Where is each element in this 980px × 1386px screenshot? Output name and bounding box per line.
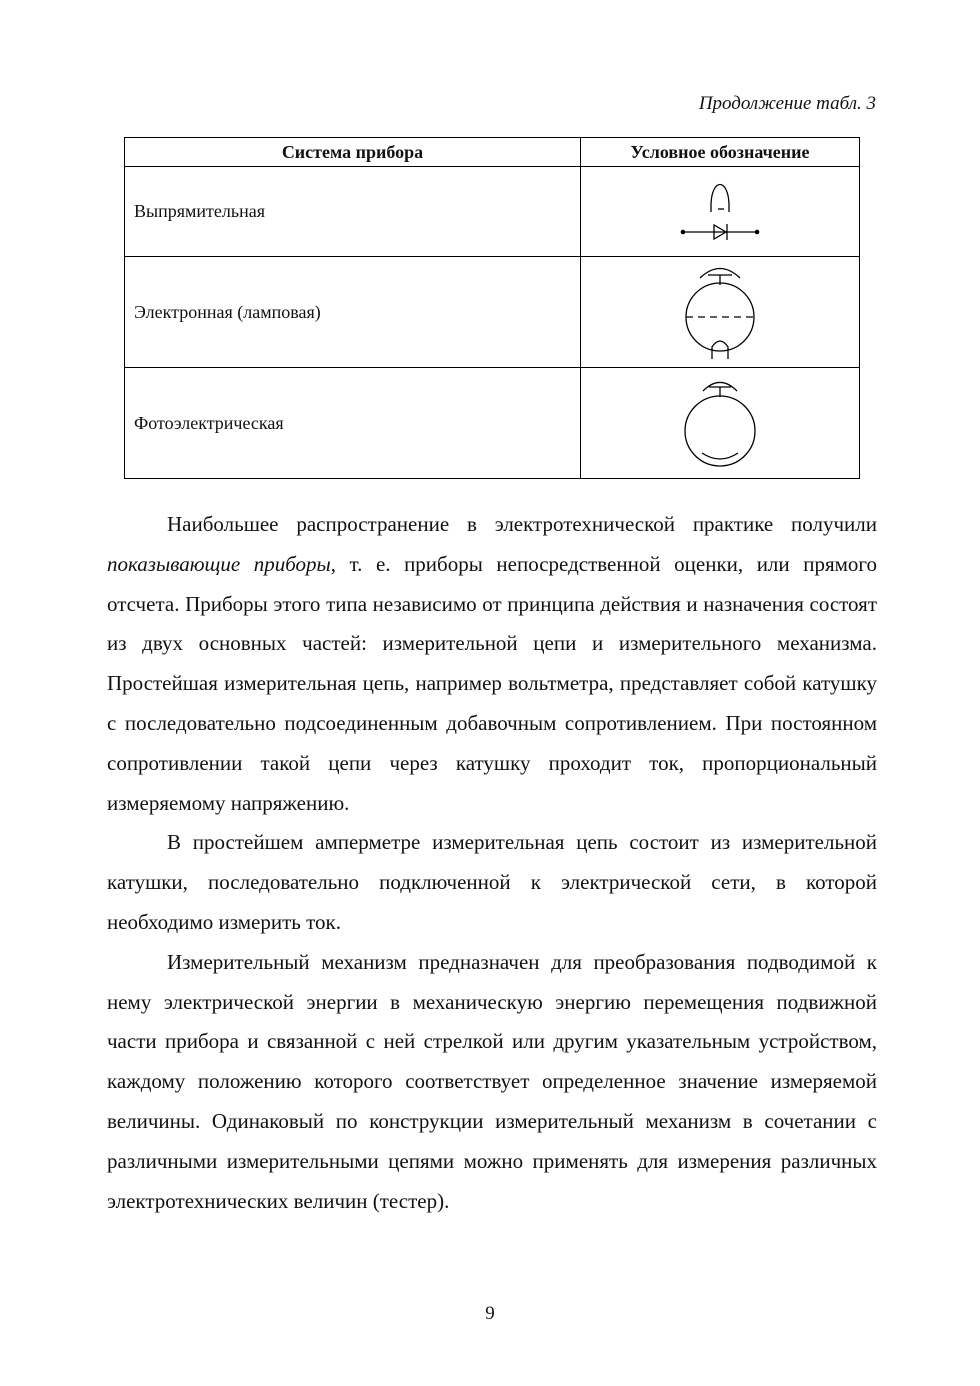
- instrument-systems-table: [124, 137, 860, 479]
- paragraph-text: Наибольшее распространение в электротехнической практике получили: [167, 512, 877, 536]
- paragraph-text: , т. е. приборы непосредственной оценки, или прямого отсчета. Приборы этого типа независимо от принципа действия и назначения состоят из двух основных частей: измерительной цепи и измерительного механизма. Простейшая измерительная цепь, например вольтметра, представляет собой катушку с последовательно подсоединенным добавочным сопротивлением. При постоянном сопротивлении такой цепи через катушку проходит ток, пропорциональный измеряемому напряжению.: [107, 551, 877, 815]
- vacuum-tube-symbol-icon: [675, 261, 765, 363]
- table-continuation-label: Продолжение табл. 3: [698, 93, 876, 114]
- body-text: [107, 505, 877, 1221]
- symbol-cell: [581, 257, 860, 368]
- table-row: [125, 167, 860, 257]
- column-header-system: Система прибора: [125, 138, 581, 167]
- paragraph: В простейшем амперметре измерительная цепь состоит из измерительной катушки, последовательно подключенной к электрической сети, в которой необходимо измерить ток.: [107, 830, 877, 934]
- column-header-symbol: Условное обозначение: [581, 138, 860, 167]
- page-number: 9: [485, 1303, 495, 1324]
- system-name-cell: Выпрямительная: [125, 167, 581, 257]
- table-row: [125, 368, 860, 479]
- paragraph: Измерительный механизм предназначен для преобразования подводимой к нему электрической энергии в механическую энергию перемещения подвижной части прибора и связанной с ней стрелкой или другим указательным устройством, каждому положению которого соответствует определенное значение измеряемой величины. Одинаковый по конструкции измерительный механизм в сочетании с различными измерительными цепями можно применять для измерения различных электротехнических величин (тестер).: [107, 949, 877, 1213]
- rectifier-symbol-icon: [675, 176, 765, 248]
- table-row: [125, 257, 860, 368]
- emphasized-term: показывающие приборы: [107, 551, 331, 576]
- system-name-cell: Электронная (ламповая): [125, 257, 581, 368]
- symbol-cell: [581, 167, 860, 257]
- table-header-row: [125, 138, 860, 167]
- photoelectric-symbol-icon: [675, 373, 765, 473]
- paragraph: [107, 505, 877, 823]
- system-name-cell: Фотоэлектрическая: [125, 368, 581, 479]
- symbol-cell: [581, 368, 860, 479]
